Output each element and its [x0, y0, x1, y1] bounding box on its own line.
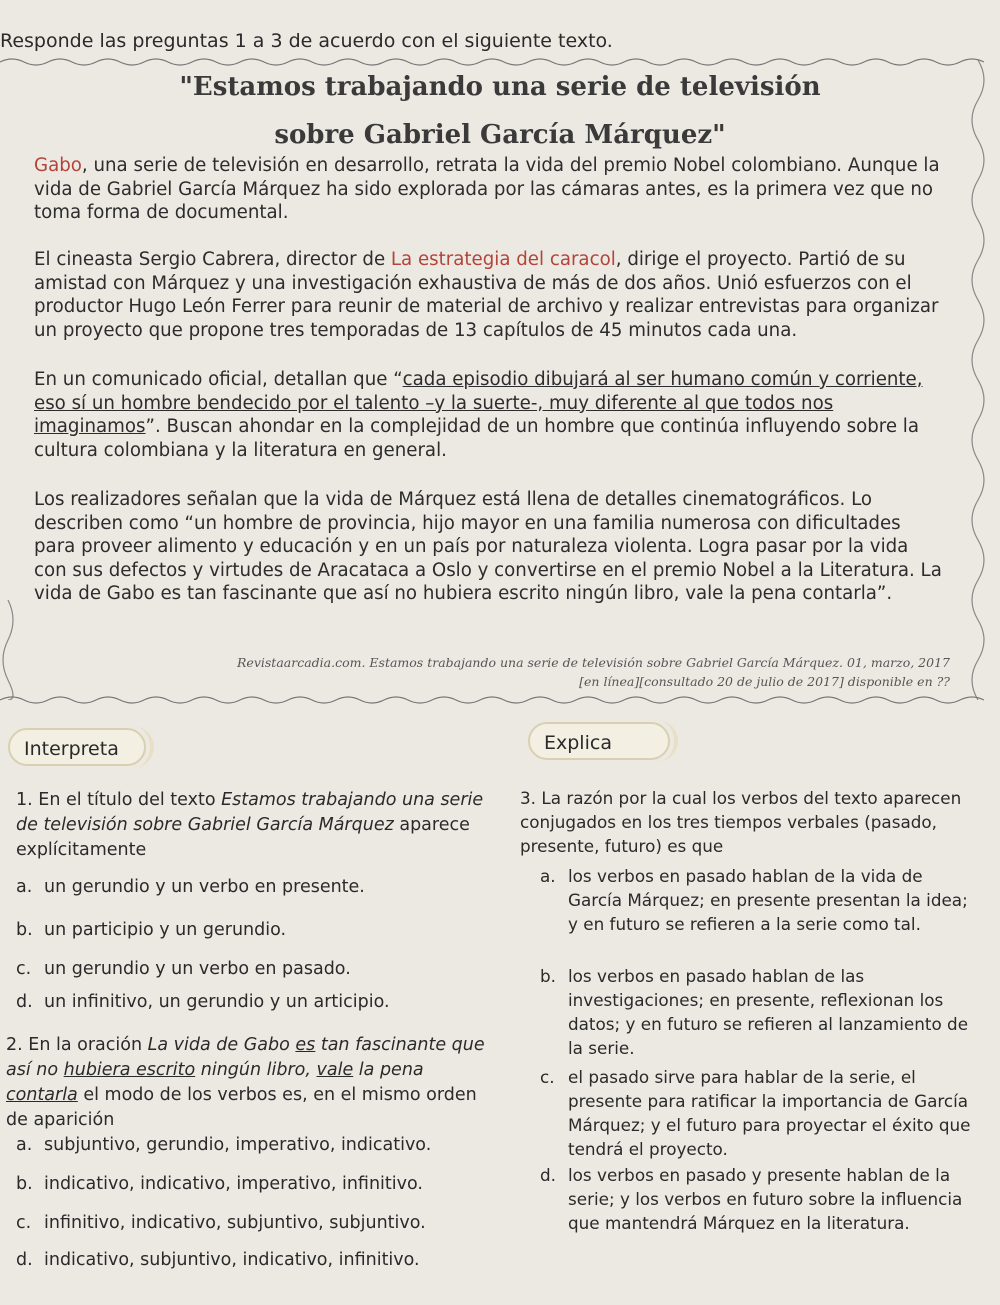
q2-verb-vale: vale — [316, 1060, 354, 1080]
source-line-2: [en línea][consultado 20 de julio de 2017] disponible en ?? — [579, 674, 950, 689]
q1-option-b-label: b. — [16, 920, 33, 940]
paragraph-4 — [34, 488, 946, 606]
q1-option-a-text: un gerundio y un verbo en presente. — [44, 877, 365, 897]
q3-option-b[interactable] — [540, 964, 975, 1060]
paragraph-2-text-b: , dirige el proyecto. Partió de su amistad con Márquez y una investigación exhaustiva de más de dos años. Unió esfuerzos con el productor Hugo León Ferrer para reunir de material de archivo y realizar entrevistas para organizar un proyecto que propone tres temporadas de 13 capítulos de 45 minutos cada una. — [34, 249, 939, 341]
q2-option-c[interactable] — [16, 1211, 426, 1236]
q1-option-c[interactable] — [16, 957, 351, 982]
q3-option-a-text: los verbos en pasado hablan de la vida de García Márquez; en presente presentan la idea; y en futuro se refieren a la serie como tal. — [568, 866, 968, 934]
q2-sentence-3: ningún libro, — [195, 1060, 317, 1080]
q3-option-a[interactable] — [540, 864, 975, 936]
q3-option-b-text: los verbos en pasado hablan de las investigaciones; en presente, reflexionan los datos; y en futuro se refieren al lanzamiento de la serie. — [568, 966, 969, 1058]
source-line-1: Revistaarcadia.com. Estamos trabajando una serie de televisión sobre Gabriel García Márquez. 01, marzo, 2017 — [237, 655, 950, 670]
question-3-number: 3. — [520, 788, 537, 808]
bottom-wavy-border — [0, 694, 1000, 708]
gabo-highlight: Gabo — [34, 155, 82, 176]
q2-sentence-2: tan fascinante que así no — [6, 1035, 485, 1080]
q1-option-a-label: a. — [16, 877, 33, 897]
section-interpreta: Interpreta — [8, 728, 146, 766]
paragraph-2 — [34, 248, 946, 342]
q3-option-c-label: c. — [540, 1067, 555, 1087]
question-3 — [520, 786, 975, 858]
question-3-text: La razón por la cual los verbos del texto aparecen conjugados en los tres tiempos verbales (pasado, presente, futuro) es que — [520, 788, 962, 856]
q2-verb-hubiera-escrito: hubiera escrito — [63, 1060, 196, 1080]
source-citation — [190, 653, 950, 691]
top-wavy-border — [0, 54, 1000, 68]
q1-option-a[interactable] — [16, 875, 365, 900]
q3-option-b-label: b. — [540, 966, 556, 986]
paragraph-4-text: Los realizadores señalan que la vida de Márquez está llena de detalles cinematográficos. Lo describen como “un hombre de provincia, hijo mayor en una familia numerosa con dificultades para proveer alimento y educación y en un país por naturaleza violenta. Logra pasar por la vida con sus defectos y virtudes de Aracataca a Oslo y convertirse en el premio Nobel a la Literatura. La vida de Gabo es tan fascinante que así no hubiera escrito ningún libro, vale la pena contarla”. — [34, 489, 942, 604]
q2-option-b-label: b. — [16, 1174, 33, 1194]
film-title-highlight: La estrategia del caracol — [390, 249, 616, 270]
q3-option-a-label: a. — [540, 866, 556, 886]
right-wavy-border — [958, 60, 998, 700]
question-2-text-a: En la oración — [28, 1035, 148, 1055]
q2-option-a-label: a. — [16, 1135, 33, 1155]
q2-option-b[interactable] — [16, 1172, 423, 1197]
question-1-text-a: En el título del texto — [38, 790, 222, 810]
q1-option-c-label: c. — [16, 959, 32, 979]
q2-sentence-4: la pena — [353, 1060, 424, 1080]
q2-option-a-text: subjuntivo, gerundio, imperativo, indicativo. — [44, 1135, 432, 1155]
q1-option-b[interactable] — [16, 918, 286, 943]
q2-option-d-label: d. — [16, 1250, 33, 1270]
article-title-line-2: sobre Gabriel García Márquez" — [274, 120, 726, 150]
q3-option-d-label: d. — [540, 1165, 556, 1185]
paragraph-1 — [34, 154, 946, 225]
paragraph-1-text: , una serie de televisión en desarrollo, retrata la vida del premio Nobel colombiano. Aunque la vida de Gabriel García Márquez ha sido explorada por las cámaras antes, es la primera vez que no toma forma de documental. — [34, 155, 940, 223]
q3-option-c-text: el pasado sirve para hablar de la serie, el presente para ratificar la importancia de García Márquez; y el futuro para proyectar el éxito que tendrá el proyecto. — [568, 1067, 971, 1159]
underlined-quote: cada episodio dibujará al ser humano común y corriente, eso sí un hombre bendecido por el talento –y la suerte-, muy diferente al que todos nos imaginamos — [34, 369, 923, 437]
q3-option-d-text: los verbos en pasado y presente hablan de la serie; y los verbos en futuro sobre la influencia que mantendrá Márquez en la literatura. — [568, 1165, 963, 1233]
q2-option-d[interactable] — [16, 1248, 420, 1273]
q2-verb-es: es — [295, 1035, 316, 1055]
paragraph-3 — [34, 368, 946, 462]
q1-option-d-label: d. — [16, 992, 33, 1012]
question-2 — [6, 1033, 486, 1133]
q3-option-d[interactable] — [540, 1163, 975, 1235]
q2-option-a[interactable] — [16, 1133, 431, 1158]
q1-option-c-text: un gerundio y un verbo en pasado. — [44, 959, 351, 979]
left-wavy-border — [0, 600, 30, 700]
paragraph-3-text-a: En un comunicado oficial, detallan que “ — [34, 369, 403, 390]
question-1-text-b: aparece explícitamente — [16, 815, 470, 860]
question-2-number: 2. — [6, 1035, 23, 1055]
paragraph-2-text-a: El cineasta Sergio Cabrera, director de — [34, 249, 391, 270]
instruction: Responde las preguntas 1 a 3 de acuerdo con el siguiente texto. — [0, 30, 613, 52]
question-1-number: 1. — [16, 790, 33, 810]
q2-sentence-1: La vida de Gabo — [147, 1035, 296, 1055]
q2-option-d-text: indicativo, subjuntivo, indicativo, infinitivo. — [44, 1250, 420, 1270]
question-1-title-quote: Estamos trabajando una serie de televisión sobre Gabriel García Márquez — [16, 790, 484, 835]
article-title-line-1: "Estamos trabajando una serie de televisión — [179, 72, 821, 102]
question-1 — [16, 788, 486, 863]
q3-option-c[interactable] — [540, 1065, 975, 1161]
q1-option-b-text: un participio y un gerundio. — [44, 920, 287, 940]
paragraph-3-text-b: ”. Buscan ahondar en la complejidad de un hombre que continúa influyendo sobre la cultura colombiana y la literatura en general. — [34, 416, 920, 461]
q2-option-c-label: c. — [16, 1213, 32, 1233]
q2-option-c-text: infinitivo, indicativo, subjuntivo, subjuntivo. — [44, 1213, 426, 1233]
q2-option-b-text: indicativo, indicativo, imperativo, infinitivo. — [44, 1174, 423, 1194]
q1-option-d[interactable] — [16, 990, 390, 1015]
section-explica: Explica — [528, 722, 670, 760]
question-2-text-b: el modo de los verbos es, en el mismo orden de aparición — [6, 1085, 477, 1130]
q1-option-d-text: un infinitivo, un gerundio y un articipio. — [44, 992, 390, 1012]
q2-verb-contarla: contarla — [6, 1085, 78, 1105]
